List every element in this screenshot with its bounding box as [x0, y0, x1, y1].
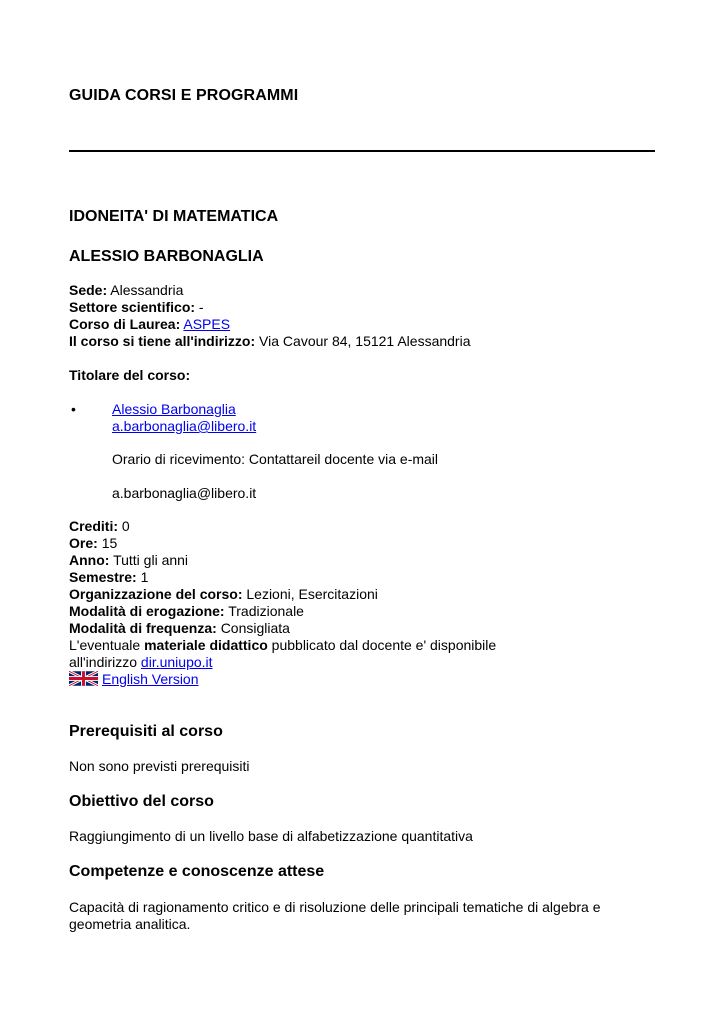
materiale-row: L'eventuale materiale didattico pubblicato dal docente e' disponibile	[69, 637, 497, 653]
titolare-label: Titolare del corso:	[69, 367, 191, 383]
english-version-link[interactable]: English Version	[102, 671, 199, 687]
ore-row: Ore: 15	[69, 535, 118, 551]
obiettivo-heading: Obiettivo del corso	[69, 793, 214, 810]
dir-uniupo-link[interactable]: dir.uniupo.it	[140, 654, 213, 670]
teacher-heading: ALESSIO BARBONAGLIA	[69, 248, 264, 265]
uk-flag-icon[interactable]	[69, 671, 98, 686]
indirizzo-row: Il corso si tiene all'indirizzo: Via Cavour 84, 15121 Alessandria	[69, 333, 471, 349]
english-row	[69, 671, 496, 688]
semestre-row: Semestre: 1	[69, 569, 149, 585]
obiettivo-text: Raggiungimento di un livello base di alfabetizzazione quantitativa	[69, 828, 473, 844]
course-info	[69, 518, 496, 688]
teacher-name-link[interactable]: Alessio Barbonaglia	[112, 401, 236, 417]
prerequisiti-heading: Prerequisiti al corso	[69, 723, 223, 740]
crediti-row: Crediti: 0	[69, 518, 130, 534]
teacher-contact	[112, 401, 256, 435]
teacher-email-text: a.barbonaglia@libero.it	[112, 485, 257, 501]
competenze-text: Capacità di ragionamento critico e di risoluzione delle principali tematiche di algebra e geometria analitica.	[69, 899, 601, 932]
bullet-icon: •	[71, 401, 76, 417]
page-title: GUIDA CORSI E PROGRAMMI	[69, 87, 299, 104]
horizontal-divider	[69, 150, 655, 152]
frequenza-row: Modalità di frequenza: Consigliata	[69, 620, 290, 636]
course-title: IDONEITA' DI MATEMATICA	[69, 208, 279, 225]
teacher-email-link[interactable]: a.barbonaglia@libero.it	[112, 418, 257, 434]
organizzazione-row: Organizzazione del corso: Lezioni, Esercitazioni	[69, 586, 378, 602]
corso-row: Corso di Laurea: ASPES	[69, 316, 231, 332]
settore-row: Settore scientifico: -	[69, 299, 204, 315]
ricevimento-text: Orario di ricevimento: Contattareil docente via e-mail	[112, 451, 439, 467]
erogazione-row: Modalità di erogazione: Tradizionale	[69, 603, 304, 619]
course-meta	[69, 282, 471, 350]
corso-link[interactable]: ASPES	[183, 316, 231, 332]
prerequisiti-text: Non sono previsti prerequisiti	[69, 758, 250, 774]
sede-row: Sede: Alessandria	[69, 282, 184, 298]
anno-row: Anno: Tutti gli anni	[69, 552, 189, 568]
competenze-heading: Competenze e conoscenze attese	[69, 863, 325, 880]
indirizzo-link-row: all'indirizzo dir.uniupo.it	[69, 654, 213, 670]
